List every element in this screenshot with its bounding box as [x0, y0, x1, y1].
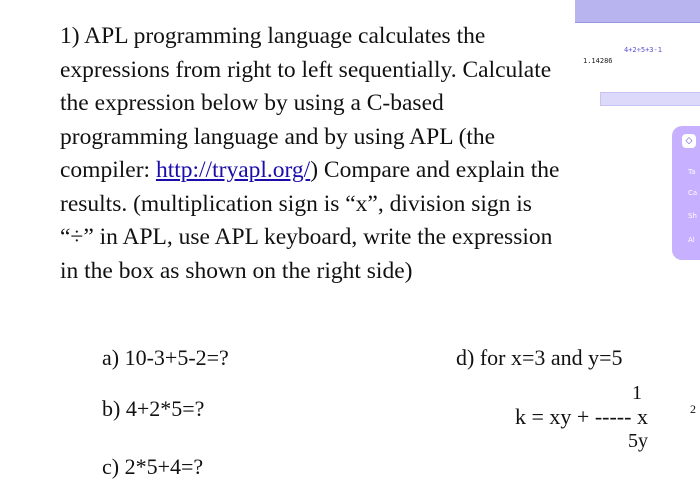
part-d: d) for x=3 and y=5	[456, 345, 623, 370]
formula-lhs: k = xy +	[515, 404, 590, 429]
part-b: b) 4+2*5=?	[102, 396, 205, 421]
apl-header-bar	[575, 0, 700, 23]
apl-side-label-ca[interactable]: Ca	[688, 189, 698, 197]
formula-exponent: 2	[690, 402, 696, 416]
question-number: 1)	[60, 23, 80, 49]
apl-input-box[interactable]	[600, 92, 700, 106]
part-c: c) 2*5+4=?	[102, 454, 204, 479]
apl-expression: 4+2÷5+3-1	[624, 46, 662, 54]
apl-result: 1.14286	[583, 57, 613, 65]
question-text	[60, 20, 560, 288]
diamond-icon[interactable]: ◇	[682, 134, 696, 148]
formula-line	[515, 404, 648, 430]
formula-tail: x	[636, 404, 648, 429]
compiler-link[interactable]: http://tryapl.org/	[155, 157, 311, 183]
question-body-before-link: APL programming language calculates the expressions from right to left sequentially. Calculate the expression below by using a C-based programming language and by using APL (the compiler:	[60, 23, 552, 183]
apl-side-label-al[interactable]: Al	[688, 236, 695, 244]
formula-denominator: 5y	[628, 430, 648, 452]
apl-side-label-sh[interactable]: Sh	[688, 212, 697, 220]
formula-dashes: -----	[594, 404, 632, 429]
formula-numerator: 1	[632, 382, 642, 404]
apl-side-label-ta[interactable]: Ta	[688, 168, 696, 176]
question-body-after-link: ) Compare and explain the results. (multiplication sign is “x”, division sign is “÷” in APL, use APL keyboard, write the expression in the box as shown on the right side)	[60, 157, 560, 284]
part-a: a) 10-3+5-2=?	[102, 345, 229, 370]
